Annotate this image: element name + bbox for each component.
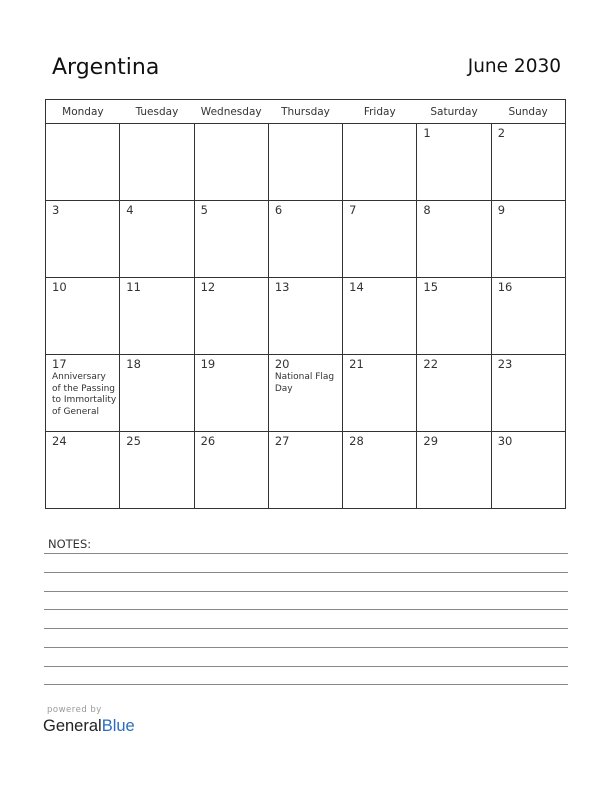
day-cell bbox=[120, 201, 194, 278]
day-number: 4 bbox=[126, 203, 134, 217]
day-cell bbox=[343, 201, 417, 278]
weekday-header: Tuesday bbox=[120, 100, 194, 124]
day-cell bbox=[491, 278, 565, 355]
day-cell bbox=[491, 432, 565, 509]
day-number: 20 bbox=[274, 357, 290, 371]
day-number: 28 bbox=[349, 434, 364, 448]
weekday-header: Friday bbox=[343, 100, 417, 124]
weekday-header: Monday bbox=[46, 100, 120, 124]
day-cell bbox=[268, 355, 342, 432]
day-cell bbox=[120, 124, 194, 201]
day-cell bbox=[46, 201, 120, 278]
week-row bbox=[46, 124, 566, 201]
day-cell bbox=[46, 278, 120, 355]
brand-general-text: General bbox=[43, 717, 102, 735]
day-cell bbox=[417, 201, 491, 278]
day-cell bbox=[120, 355, 194, 432]
day-cell bbox=[343, 355, 417, 432]
day-number: 22 bbox=[423, 357, 439, 371]
calendar-month-title: June 2030 bbox=[467, 56, 561, 77]
day-number: 29 bbox=[423, 434, 439, 448]
day-number: 13 bbox=[274, 280, 290, 294]
day-number: 5 bbox=[200, 203, 208, 217]
day-cell bbox=[491, 355, 565, 432]
day-cell bbox=[268, 432, 342, 509]
week-row bbox=[46, 201, 566, 278]
day-cell bbox=[491, 201, 565, 278]
day-number: 12 bbox=[200, 280, 216, 294]
day-number: 2 bbox=[497, 126, 506, 140]
notes-label: NOTES: bbox=[48, 537, 92, 551]
week-row bbox=[46, 278, 566, 355]
notes-line bbox=[44, 553, 568, 554]
day-cell bbox=[46, 432, 120, 509]
day-number: 11 bbox=[126, 280, 141, 294]
day-cell bbox=[417, 355, 491, 432]
day-number: 21 bbox=[349, 357, 364, 371]
day-cell bbox=[417, 124, 491, 201]
day-cell bbox=[268, 124, 342, 201]
notes-line bbox=[44, 591, 568, 592]
calendar-country-title: Argentina bbox=[52, 55, 160, 80]
day-number: 3 bbox=[52, 203, 60, 217]
day-number: 19 bbox=[200, 357, 216, 371]
day-cell bbox=[268, 201, 342, 278]
day-cell bbox=[417, 432, 491, 509]
day-number: 14 bbox=[349, 280, 364, 294]
day-cell bbox=[194, 201, 268, 278]
day-number: 1 bbox=[423, 126, 431, 140]
holiday-label: National Flag Day bbox=[274, 372, 335, 394]
notes-line bbox=[44, 572, 568, 573]
day-cell bbox=[343, 278, 417, 355]
day-number: 7 bbox=[349, 203, 357, 217]
day-cell bbox=[194, 278, 268, 355]
day-cell bbox=[194, 432, 268, 509]
notes-line bbox=[44, 647, 568, 648]
day-number: 6 bbox=[274, 203, 283, 217]
day-cell bbox=[417, 278, 491, 355]
day-cell bbox=[343, 124, 417, 201]
notes-line bbox=[44, 609, 568, 610]
holiday-label: Anniversary of the Passing to Immortality of General bbox=[52, 372, 117, 417]
day-number: 15 bbox=[423, 280, 439, 294]
day-cell bbox=[194, 124, 268, 201]
day-number: 23 bbox=[497, 357, 513, 371]
brand-blue-text: Blue bbox=[101, 717, 135, 735]
day-cell bbox=[268, 278, 342, 355]
day-number: 24 bbox=[52, 434, 67, 448]
week-row bbox=[46, 355, 566, 432]
notes-line bbox=[44, 628, 568, 629]
day-number: 17 bbox=[52, 357, 67, 371]
day-cell bbox=[343, 432, 417, 509]
day-cell bbox=[46, 355, 120, 432]
day-cell bbox=[194, 355, 268, 432]
day-number: 25 bbox=[126, 434, 141, 448]
weekday-header: Sunday bbox=[491, 100, 565, 124]
day-number: 27 bbox=[274, 434, 290, 448]
day-cell bbox=[491, 124, 565, 201]
day-cell bbox=[120, 278, 194, 355]
weekday-header-row bbox=[46, 100, 566, 124]
generalblue-logo bbox=[43, 717, 135, 736]
day-number: 9 bbox=[497, 203, 506, 217]
weekday-header: Wednesday bbox=[194, 100, 268, 124]
week-row bbox=[46, 432, 566, 509]
month-calendar-grid bbox=[45, 99, 566, 509]
day-number: 30 bbox=[497, 434, 513, 448]
day-cell bbox=[120, 432, 194, 509]
notes-line bbox=[44, 666, 568, 667]
powered-by-text: powered by bbox=[47, 705, 102, 715]
weekday-header: Saturday bbox=[417, 100, 491, 124]
day-number: 8 bbox=[423, 203, 431, 217]
notes-line bbox=[44, 684, 568, 685]
weekday-header: Thursday bbox=[268, 100, 342, 124]
day-number: 16 bbox=[497, 280, 513, 294]
day-number: 10 bbox=[52, 280, 67, 294]
day-cell bbox=[46, 124, 120, 201]
day-number: 26 bbox=[200, 434, 216, 448]
day-number: 18 bbox=[126, 357, 141, 371]
